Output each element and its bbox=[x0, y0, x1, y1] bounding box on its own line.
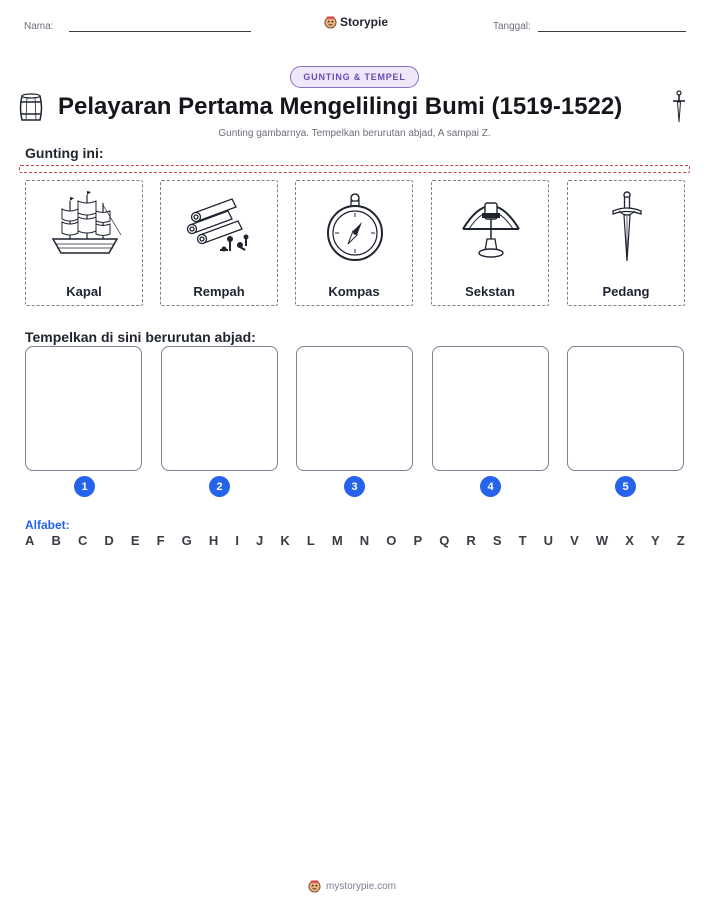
letter: K bbox=[280, 533, 290, 548]
slot-number-3: 3 bbox=[344, 476, 365, 497]
dagger-icon bbox=[670, 90, 688, 124]
letter: R bbox=[466, 533, 476, 548]
letter: J bbox=[256, 533, 264, 548]
brand-logo bbox=[324, 15, 388, 29]
card-label-pedang: Pedang bbox=[602, 284, 650, 299]
letter: D bbox=[104, 533, 114, 548]
name-line[interactable] bbox=[69, 20, 251, 32]
letter: S bbox=[492, 533, 502, 548]
letter: F bbox=[156, 533, 165, 548]
page-title: Pelayaran Pertama Mengelilingi Bumi (1519-1522) bbox=[58, 93, 623, 120]
paste-slot-1[interactable] bbox=[25, 346, 142, 471]
letter: E bbox=[130, 533, 140, 548]
cut-card-compass[interactable] bbox=[295, 180, 413, 306]
letter: A bbox=[25, 533, 35, 548]
cut-card-spice[interactable] bbox=[160, 180, 278, 306]
activity-badge: GUNTING & TEMPEL bbox=[290, 66, 419, 88]
paste-slot-3[interactable] bbox=[296, 346, 413, 471]
letter: O bbox=[386, 533, 397, 548]
date-label: Tanggal: bbox=[493, 21, 531, 32]
date-line[interactable] bbox=[538, 20, 686, 32]
card-label-kapal: Kapal bbox=[66, 284, 102, 299]
instructions: Gunting gambarnya. Tempelkan berurutan abjad, A sampai Z. bbox=[218, 128, 491, 139]
letter: P bbox=[413, 533, 423, 548]
footer bbox=[308, 880, 396, 893]
cut-section-label: Gunting ini: bbox=[25, 145, 104, 161]
slot-number-1: 1 bbox=[74, 476, 95, 497]
name-label: Nama: bbox=[24, 21, 54, 32]
storypie-mascot-icon bbox=[324, 16, 337, 29]
letter: H bbox=[208, 533, 219, 548]
letter: Q bbox=[439, 533, 450, 548]
ship-icon bbox=[45, 189, 125, 269]
cut-card-ship[interactable] bbox=[25, 180, 143, 306]
card-label-sekstan: Sekstan bbox=[465, 284, 515, 299]
letter: C bbox=[77, 533, 88, 548]
letter: X bbox=[625, 533, 634, 548]
letter: G bbox=[181, 533, 192, 548]
sword-icon bbox=[587, 189, 667, 269]
cut-card-sextant[interactable] bbox=[431, 180, 549, 306]
cut-card-sword[interactable] bbox=[567, 180, 685, 306]
name-field[interactable] bbox=[24, 20, 251, 32]
letter: Y bbox=[650, 533, 660, 548]
slot-number-4: 4 bbox=[480, 476, 501, 497]
letter: U bbox=[543, 533, 554, 548]
paste-slot-4[interactable] bbox=[432, 346, 549, 471]
letter: I bbox=[235, 533, 239, 548]
card-label-rempah: Rempah bbox=[193, 284, 245, 299]
sextant-icon bbox=[451, 189, 531, 269]
letter: Z bbox=[676, 533, 685, 548]
letter: B bbox=[51, 533, 61, 548]
compass-icon bbox=[315, 189, 395, 269]
slot-number-5: 5 bbox=[615, 476, 636, 497]
brand-name: Storypie bbox=[340, 15, 389, 29]
letter: M bbox=[331, 533, 343, 548]
paste-slot-5[interactable] bbox=[567, 346, 684, 471]
letter: T bbox=[518, 533, 527, 548]
letter: L bbox=[306, 533, 315, 548]
card-label-kompas: Kompas bbox=[328, 284, 380, 299]
footer-site: mystorypie.com bbox=[326, 881, 397, 892]
spice-icon bbox=[180, 189, 260, 269]
storypie-mascot-icon bbox=[308, 880, 321, 893]
slot-number-2: 2 bbox=[209, 476, 230, 497]
barrel-icon bbox=[18, 93, 44, 123]
cut-line bbox=[19, 165, 690, 173]
letter: N bbox=[359, 533, 370, 548]
paste-section-label: Tempelkan di sini berurutan abjad: bbox=[25, 329, 256, 345]
alphabet-label: Alfabet: bbox=[25, 518, 70, 532]
letter: V bbox=[570, 533, 579, 548]
letter: W bbox=[595, 533, 609, 548]
paste-slot-2[interactable] bbox=[161, 346, 278, 471]
alphabet-row bbox=[25, 533, 685, 548]
date-field[interactable] bbox=[493, 20, 686, 32]
